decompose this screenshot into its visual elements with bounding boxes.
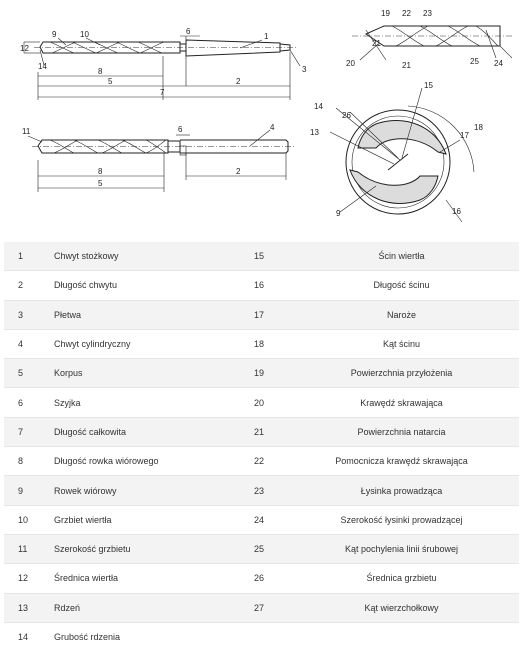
legend-row <box>4 476 519 505</box>
callout-6b: 6 <box>178 125 183 134</box>
legend-term: Szerokość grzbietu <box>48 534 234 563</box>
callout-5: 5 <box>108 77 113 86</box>
legend-term: Pomocnicza krawędź skrawająca <box>284 447 519 476</box>
callout-6: 6 <box>186 27 191 36</box>
legend-number: 20 <box>234 388 284 417</box>
legend-term: Średnica grzbietu <box>284 564 519 593</box>
callout-8b: 8 <box>98 167 103 176</box>
legend-term: Grzbiet wiertła <box>48 505 234 534</box>
callout-8: 8 <box>98 67 103 76</box>
legend-number: 12 <box>4 564 48 593</box>
legend-term: Łysinka prowadząca <box>284 476 519 505</box>
legend-number: 7 <box>4 417 48 446</box>
callout-9: 9 <box>52 30 57 39</box>
callout-19: 19 <box>381 9 390 18</box>
legend-term: Długość ścinu <box>284 271 519 300</box>
legend-term: Korpus <box>48 359 234 388</box>
legend-number: 23 <box>234 476 284 505</box>
legend-number: 21 <box>234 417 284 446</box>
legend-row <box>4 300 519 329</box>
legend-row <box>4 593 519 622</box>
callout-21: 21 <box>402 61 411 70</box>
legend-number: 26 <box>234 564 284 593</box>
callout-7: 7 <box>160 88 165 97</box>
legend-term: Powierzchnia przyłożenia <box>284 359 519 388</box>
callout-25: 25 <box>470 57 479 66</box>
legend-row <box>4 564 519 593</box>
legend-term: Szyjka <box>48 388 234 417</box>
legend-term: Szerokość łysinki prowadzącej <box>284 505 519 534</box>
legend-number: 3 <box>4 300 48 329</box>
legend-number: 8 <box>4 447 48 476</box>
legend-number: 22 <box>234 447 284 476</box>
callout-24: 24 <box>494 59 503 68</box>
legend-row <box>4 359 519 388</box>
callout-12: 12 <box>20 44 29 53</box>
callout-1: 1 <box>264 32 269 41</box>
legend-number: 13 <box>4 593 48 622</box>
legend-number: 5 <box>4 359 48 388</box>
callout-15: 15 <box>424 81 433 90</box>
legend-number: 1 <box>4 242 48 271</box>
callout-17: 17 <box>460 131 469 140</box>
legend-number: 4 <box>4 329 48 358</box>
callout-26: 26 <box>342 111 351 120</box>
callout-16: 16 <box>452 207 461 216</box>
drill-tip-detail <box>346 9 512 70</box>
legend-term: Naroże <box>284 300 519 329</box>
legend-term: Rdzeń <box>48 593 234 622</box>
callout-21a: 21 <box>372 39 381 48</box>
legend-row <box>4 388 519 417</box>
legend-number: 2 <box>4 271 48 300</box>
drill-diagram <box>0 0 523 238</box>
callout-5b: 5 <box>98 179 103 188</box>
legend-term: Powierzchnia natarcia <box>284 417 519 446</box>
legend-term: Długość rowka wiórowego <box>48 447 234 476</box>
legend-row <box>4 447 519 476</box>
legend-number: 6 <box>4 388 48 417</box>
callout-13: 13 <box>310 128 319 137</box>
callout-20: 20 <box>346 59 355 68</box>
callout-14: 14 <box>38 62 47 71</box>
legend-number: 11 <box>4 534 48 563</box>
legend-term: Krawędź skrawająca <box>284 388 519 417</box>
legend-table <box>4 242 519 651</box>
callout-2b: 2 <box>236 167 241 176</box>
legend-number: 25 <box>234 534 284 563</box>
legend-term: Średnica wiertła <box>48 564 234 593</box>
legend-term <box>284 622 519 651</box>
legend-number <box>234 622 284 651</box>
legend-number: 10 <box>4 505 48 534</box>
legend-number: 17 <box>234 300 284 329</box>
legend-term: Płetwa <box>48 300 234 329</box>
callout-14b: 14 <box>314 102 323 111</box>
legend-number: 24 <box>234 505 284 534</box>
callout-4: 4 <box>270 123 275 132</box>
legend-term: Długość całkowita <box>48 417 234 446</box>
legend-number: 19 <box>234 359 284 388</box>
callout-18: 18 <box>474 123 483 132</box>
legend-term: Kąt pochylenia linii śrubowej <box>284 534 519 563</box>
callout-11: 11 <box>22 127 31 136</box>
legend-term: Ścin wiertła <box>284 242 519 271</box>
legend-row <box>4 417 519 446</box>
callout-9b: 9 <box>336 209 341 218</box>
legend-term: Kąt ścinu <box>284 329 519 358</box>
callout-22: 22 <box>402 9 411 18</box>
legend-term: Długość chwytu <box>48 271 234 300</box>
drill-end-view <box>310 81 483 222</box>
legend-row <box>4 329 519 358</box>
legend-row <box>4 505 519 534</box>
callout-3: 3 <box>302 65 307 74</box>
legend-number: 18 <box>234 329 284 358</box>
legend-term: Chwyt cylindryczny <box>48 329 234 358</box>
legend-number: 9 <box>4 476 48 505</box>
callout-2: 2 <box>236 77 241 86</box>
legend-term: Rowek wiórowy <box>48 476 234 505</box>
legend-number: 14 <box>4 622 48 651</box>
callout-23: 23 <box>423 9 432 18</box>
callout-10: 10 <box>80 30 89 39</box>
legend-term: Kąt wierzchołkowy <box>284 593 519 622</box>
legend-number: 27 <box>234 593 284 622</box>
legend-number: 16 <box>234 271 284 300</box>
legend-term: Grubość rdzenia <box>48 622 234 651</box>
legend-row <box>4 534 519 563</box>
cylindrical-shank-drill <box>22 123 294 192</box>
taper-shank-drill <box>20 27 307 100</box>
legend-number: 15 <box>234 242 284 271</box>
legend-row <box>4 271 519 300</box>
legend-row <box>4 242 519 271</box>
legend-term: Chwyt stożkowy <box>48 242 234 271</box>
legend-row <box>4 622 519 651</box>
